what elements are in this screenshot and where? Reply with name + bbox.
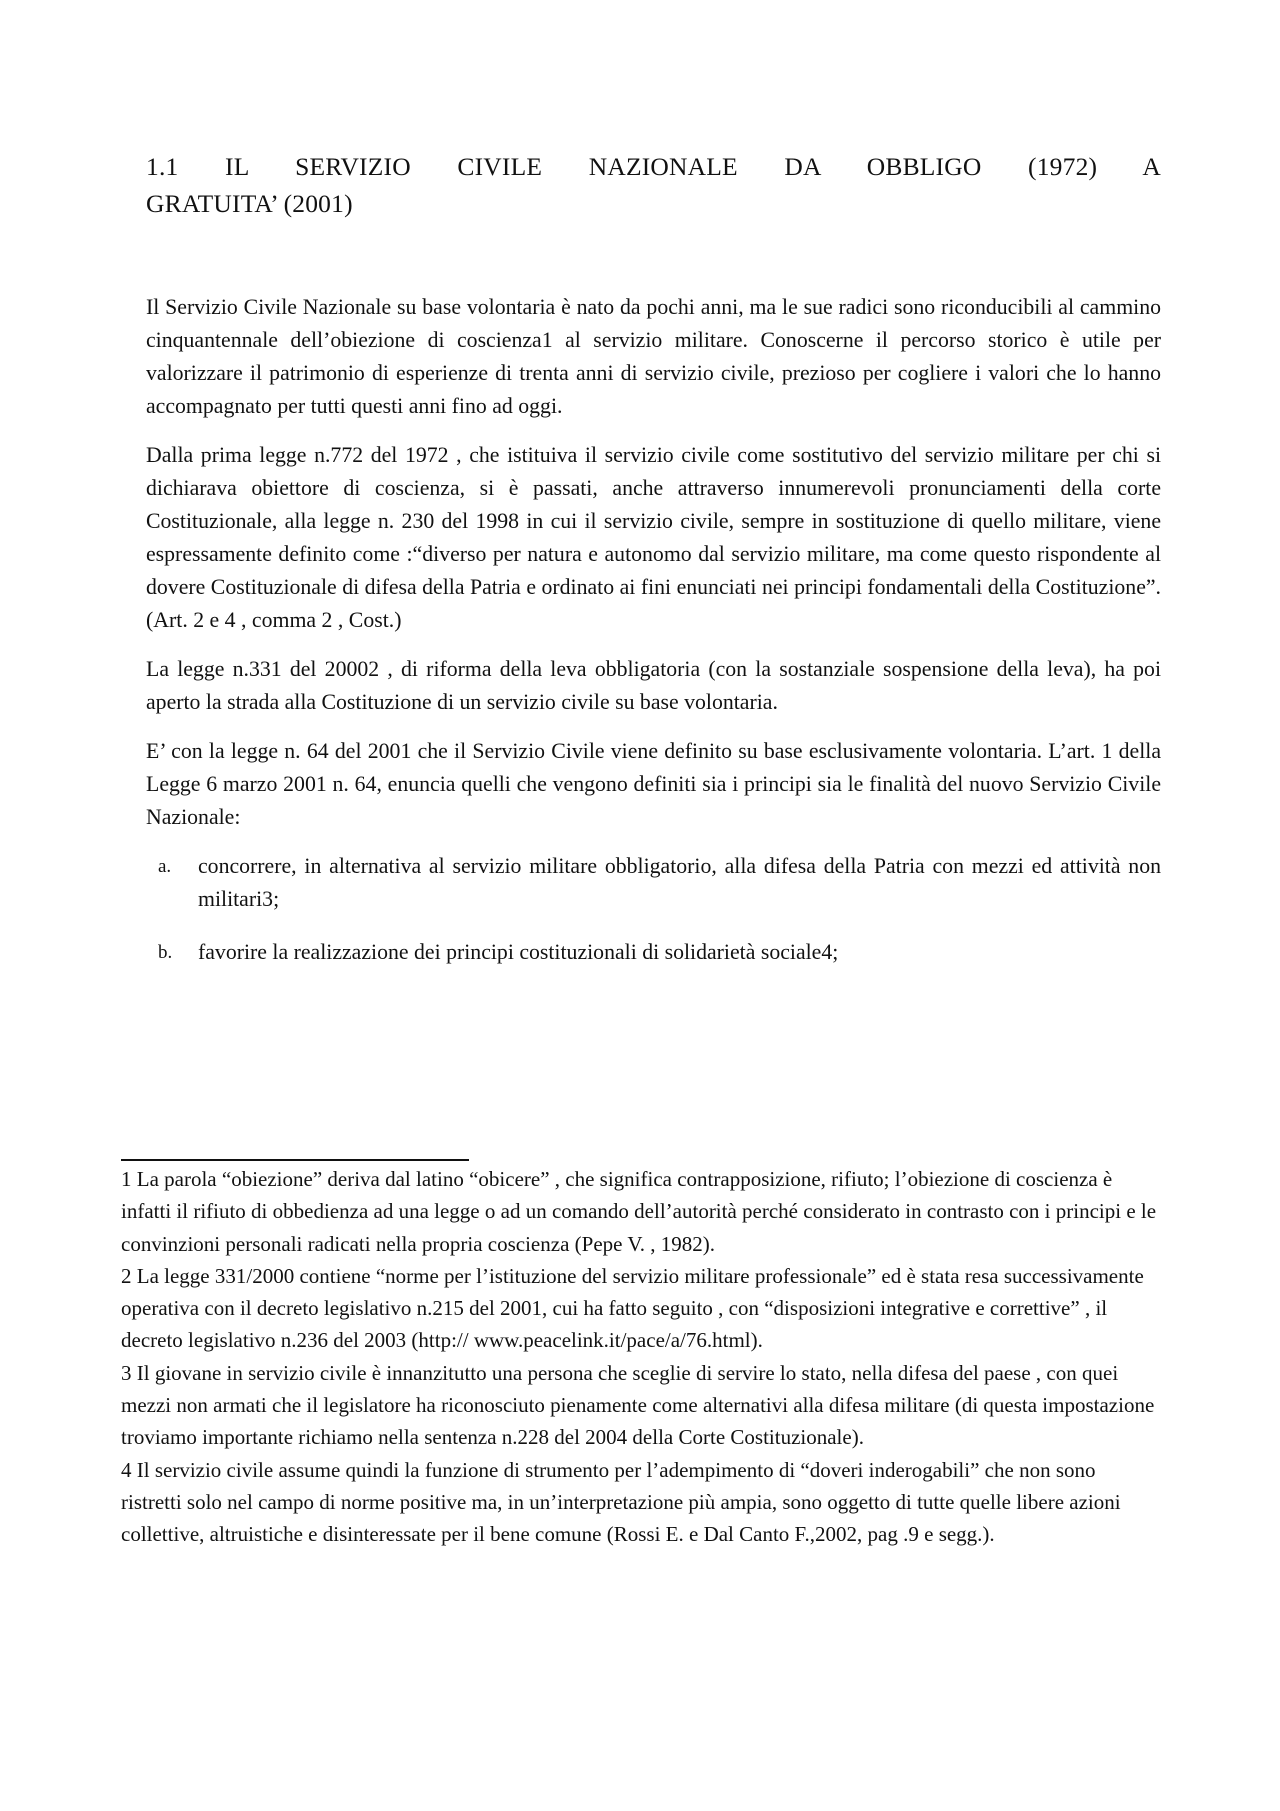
main-content xyxy=(146,148,1161,989)
paragraph-intro: Il Servizio Civile Nazionale su base volontaria è nato da pochi anni, ma le sue radici sono riconducibili al cammino cinquantennale dell’obiezione di coscienza1 al servizio militare. Conoscerne il percorso storico è utile per valorizzare il patrimonio di esperienze di trenta anni di servizio civile, prezioso per cogliere i valori che lo hanno accompagnato per tutti questi anni fino ad oggi. xyxy=(146,295,1161,418)
paragraph-law-2001: E’ con la legge n. 64 del 2001 che il Servizio Civile viene definito su base esclusivamente volontaria. L’art. 1 della Legge 6 marzo 2001 n. 64, enuncia quelli che vengono definiti sia i principi sia le finalità del nuovo Servizio Civile Nazionale: xyxy=(146,739,1161,829)
list-item-text: favorire la realizzazione dei principi costituzionali di solidarietà sociale4; xyxy=(198,940,839,964)
footnote-3: 3 Il giovane in servizio civile è innanzitutto una persona che sceglie di servire lo stato, nella difesa del paese , con quei mezzi non armati che il legislatore ha riconosciuto pienamente come alternativi alla difesa militare (di questa impostazione troviamo importante richiamo nella sentenza n.228 del 2004 della Corte Costituzionale). xyxy=(121,1360,1155,1450)
paragraph-law-1972: Dalla prima legge n.772 del 1972 , che istituiva il servizio civile come sostitutivo del servizio militare per chi si dichiarava obiettore di coscienza, si è passati, anche attraverso innumerevoli pronunciamenti della corte Costituzionale, alla legge n. 230 del 1998 in cui il servizio civile, sempre in sostituzione di quello militare, viene espressamente definito come :“diverso per natura e autonomo dal servizio militare, ma come questo rispondente al dovere Costituzionale di difesa della Patria e ordinato ai fini enunciati nei principi fondamentali della Costituzione”. (Art. 2 e 4 , comma 2 , Cost.) xyxy=(146,443,1161,632)
section-heading xyxy=(146,148,1161,222)
footnote-2: 2 La legge 331/2000 contiene “norme per l’istituzione del servizio militare professionale” ed è stata resa successivamente operativa con il decreto legislativo n.215 del 2001, cui ha fatto seguito , con “disposizioni integrative e correttive” , il decreto legislativo n.236 del 2003 (http:// www.peacelink.it/pace/a/76.html). xyxy=(121,1263,1144,1353)
section-heading-line-2: GRATUITA’ (2001) xyxy=(146,189,353,218)
list-item-text: concorrere, in alternativa al servizio militare obbligatorio, alla difesa della Patria con mezzi ed attività non militari3; xyxy=(198,854,1161,911)
footnote-1: 1 La parola “obiezione” deriva dal latino “obicere” , che significa contrapposizione, rifiuto; l’obiezione di coscienza è infatti il rifiuto di obbedienza ad una legge o ad un comando dell’autorità perché considerato in contrasto con i principi e le convinzioni personali radicati nella propria coscienza (Pepe V. , 1982). xyxy=(121,1167,1157,1256)
list-item xyxy=(146,850,1161,916)
paragraph-law-2000: La legge n.331 del 20002 , di riforma della leva obbligatoria (con la sostanziale sospensione della leva), ha poi aperto la strada alla Costituzione di un servizio civile su base volontaria. xyxy=(146,657,1161,714)
principles-list xyxy=(146,850,1161,969)
footnote-separator xyxy=(121,1159,469,1161)
section-heading-line-1: 1.1 IL SERVIZIO CIVILE NAZIONALE DA OBBLIGO (1972) A xyxy=(146,152,1161,181)
list-marker: b. xyxy=(158,942,173,963)
footnotes-section xyxy=(121,1159,1161,1551)
list-marker: a. xyxy=(158,856,172,877)
list-item xyxy=(146,936,1161,969)
footnote-4: 4 Il servizio civile assume quindi la funzione di strumento per l’adempimento di “doveri inderogabili” che non sono ristretti solo nel campo di norme positive ma, in un’interpretazione più ampia, sono oggetto di tutte quelle libere azioni collettive, altruistiche e disinteressate per il bene comune (Rossi E. e Dal Canto F.,2002, pag .9 e segg.). xyxy=(121,1457,1121,1547)
